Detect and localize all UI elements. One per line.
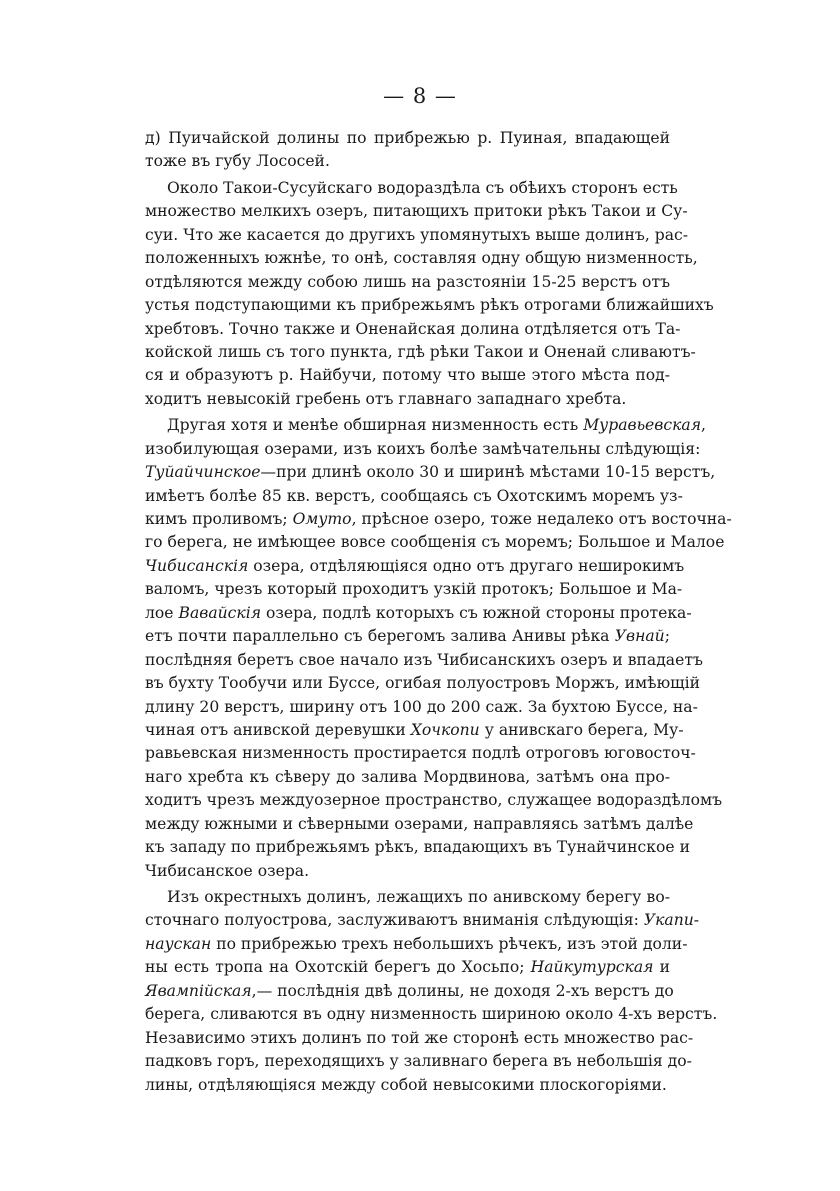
text-segment: ходитъ чрезъ междуозерное пространство, служащее водораздѣломъ <box>145 791 723 810</box>
text-segment: ; <box>664 627 670 646</box>
text-segment: валомъ, чрезъ который проходитъ узкій протокъ; Большое и Ма- <box>145 580 683 599</box>
text-line <box>145 1003 718 1026</box>
text-segment: лины, отдѣляющіяся между собой невысокими плоскогоріями. <box>145 1075 667 1094</box>
text-segment: Изъ окрестныхъ долинъ, лежащихъ по анивскому берегу во- <box>167 888 670 906</box>
text-line <box>145 555 685 578</box>
text-segment: равьевская низменность простирается подлѣ отроговъ юговосточ- <box>145 744 696 763</box>
text-segment: ся и образуютъ р. Найбучи, потому что выше этого мѣста под- <box>145 366 670 385</box>
text-segment: ,— послѣднія двѣ долины, не доходя 2-хъ верстъ до <box>251 981 674 1000</box>
text-segment: кимъ проливомъ; <box>145 510 293 528</box>
text-line <box>145 980 674 1003</box>
text-segment: между южными и сѣверными озерами, направляясь затѣмъ далѣе <box>145 814 694 833</box>
italic-term: Укапи- <box>643 911 700 930</box>
text-line <box>145 364 670 387</box>
text-line <box>145 247 698 270</box>
text-line <box>145 438 701 461</box>
text-segment: койской лишь съ того пункта, гдѣ рѣки Такои и Оненай сливаютъ- <box>145 342 696 361</box>
text-segment: положенныхъ южнѣе, то онѣ, составляя одну общую низменность, <box>145 249 698 268</box>
italic-term: наускан <box>145 934 212 953</box>
text-segment: имѣетъ болѣе 85 кв. верстъ, сообщаясь съ Охотскимъ моремъ уз- <box>145 486 683 505</box>
text-line <box>145 177 678 200</box>
text-segment: д) Пуичайской долины по прибрежью р. Пуиная, впадающей <box>145 129 670 147</box>
text-segment: устья подступающими къ прибрежьямъ рѣкъ отрогами ближайшихъ <box>145 296 714 315</box>
text-line <box>145 602 692 625</box>
text-segment: къ западу по прибрежьямъ рѣкъ, впадающихъ въ Тунайчинское и <box>145 838 690 857</box>
text-segment: тоже въ губу Лососей. <box>145 152 330 171</box>
text-segment: сточнаго полуострова, заслуживаютъ вниманія слѣдующія: <box>145 911 644 930</box>
italic-term: Туйайчинское <box>145 463 261 482</box>
text-segment: ходитъ невысокій гребень отъ главнаго западнаго хребта. <box>145 389 627 408</box>
text-segment: Около Такои-Сусуйскаго водораздѣла съ обѣихъ сторонъ есть <box>167 178 678 197</box>
text-segment: озера, отдѣляющіяся одно отъ другаго неширокимъ <box>248 556 685 575</box>
text-line <box>145 508 732 531</box>
text-line <box>145 696 698 719</box>
text-segment: изобилующая озерами, изъ коихъ болѣе замѣчательны слѣдующія: <box>145 439 701 458</box>
text-segment: —при длинѣ около 30 и ширинѣ мѣстами 10-15 верстъ, <box>260 463 716 482</box>
text-line <box>145 1027 694 1050</box>
text-line <box>145 531 725 554</box>
text-segment: чиная отъ анивской деревушки <box>145 720 411 739</box>
text-line <box>145 649 703 672</box>
italic-term: Явампійская <box>145 981 252 1000</box>
text-segment: Другая хотя и менѣе обширная низменность есть <box>167 416 584 435</box>
text-segment: лое <box>145 603 179 622</box>
text-segment: по прибрежью трехъ небольшихъ рѣчекъ, изъ этой доли- <box>211 934 688 953</box>
text-line <box>145 388 670 411</box>
text-line <box>145 150 670 173</box>
text-segment: у анивскаго берега, Му- <box>479 720 684 739</box>
text-line <box>145 1074 670 1097</box>
text-line <box>145 224 689 247</box>
text-line <box>145 789 723 812</box>
text-segment: падковъ горъ, переходящихъ у заливнаго берега въ небольшія до- <box>145 1052 692 1071</box>
italic-term: Муравьевская <box>583 416 702 435</box>
text-segment: берега, сливаются въ одну низменность шириною около 4-хъ верстъ. <box>145 1005 718 1024</box>
text-segment: множество мелкихъ озеръ, питающихъ притоки рѣкъ Такои и Су- <box>145 202 688 221</box>
text-segment: , <box>701 416 707 435</box>
text-line <box>145 341 696 364</box>
text-segment: наго хребта къ сѣверу до залива Мордвинова, затѣмъ она про- <box>145 767 670 786</box>
text-line <box>145 625 670 648</box>
text-line <box>145 742 696 765</box>
text-line <box>145 719 684 742</box>
text-segment: Чибисанское озера. <box>145 861 310 880</box>
text-segment: , прѣсное озеро, тоже недалеко отъ восточна- <box>351 510 732 528</box>
italic-term: Чибисанскія <box>145 556 249 575</box>
text-line <box>145 860 670 883</box>
text-line <box>145 933 688 956</box>
text-line <box>145 836 690 859</box>
text-segment: озера, подлѣ которыхъ съ южной стороны протека- <box>261 603 692 622</box>
italic-term: Хочкопи <box>410 720 480 739</box>
text-line <box>145 271 670 294</box>
text-segment: суи. Что же касается до другихъ упомянутыхъ выше долинъ, рас- <box>145 225 689 244</box>
text-segment: и <box>653 958 670 977</box>
text-line <box>145 886 670 909</box>
text-line <box>145 909 700 932</box>
text-line <box>145 318 681 341</box>
text-line <box>145 414 707 437</box>
text-line <box>145 956 670 979</box>
text-segment: го берега, не имѣющее вовсе сообщенія съ моремъ; Большое и Малое <box>145 533 725 552</box>
text-segment: Независимо этихъ долинъ по той же сторонѣ есть множество рас- <box>145 1028 694 1047</box>
text-line <box>145 127 670 150</box>
text-line <box>145 1050 692 1073</box>
text-segment: етъ почти параллельно съ берегомъ залива Анивы рѣка <box>145 627 615 646</box>
text-line <box>145 766 670 789</box>
page-number: — 8 — <box>383 84 457 108</box>
italic-term: Вавайскія <box>178 603 262 622</box>
text-line <box>145 485 683 508</box>
body-text <box>145 127 732 1097</box>
text-line <box>145 461 716 484</box>
text-segment: хребтовъ. Точно также и Оненайская долина отдѣляется отъ Та- <box>145 319 681 338</box>
text-line <box>145 200 688 223</box>
text-segment: отдѣляются между собою лишь на разстояніи 15-25 верстъ отъ <box>145 272 670 291</box>
text-line <box>145 672 701 695</box>
text-line <box>145 813 694 836</box>
text-segment: послѣдняя беретъ свое начало изъ Чибисанскихъ озеръ и впадаетъ <box>145 650 703 669</box>
text-segment: въ бухту Тообучи или Буссе, огибая полуостровъ Моржъ, имѣющій <box>145 674 701 693</box>
italic-term: Найкутурская <box>530 958 654 977</box>
text-line <box>145 578 683 601</box>
text-segment: ны есть тропа на Охотскій берегъ до Хосьпо; <box>145 958 531 977</box>
text-segment: длину 20 верстъ, ширину отъ 100 до 200 саж. За бухтою Буссе, на- <box>145 697 698 716</box>
italic-term: Омуто <box>292 510 352 528</box>
italic-term: Увнай <box>614 627 665 646</box>
text-line <box>145 294 714 317</box>
